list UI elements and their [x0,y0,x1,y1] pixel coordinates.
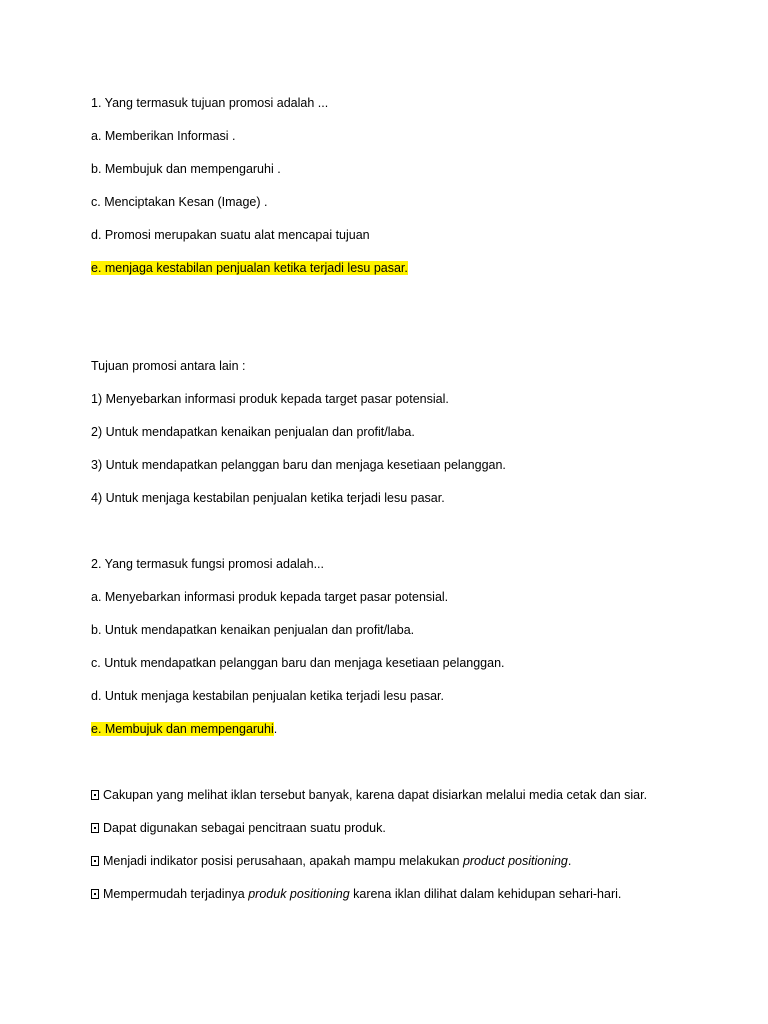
bullet-glyph-icon [91,889,99,899]
bullet-glyph-icon [91,790,99,800]
bullet-item-1 [91,787,647,803]
tujuan-item-2: 2) Untuk mendapatkan kenaikan penjualan dan profit/laba. [91,425,415,439]
bullet-text-1: Cakupan yang melihat iklan tersebut banyak, karena dapat disiarkan melalui media cetak dan siar. [103,788,648,802]
tujuan-item-4: 4) Untuk menjaga kestabilan penjualan ketika terjadi lesu pasar. [91,491,445,505]
q2-option-c: c. Untuk mendapatkan pelanggan baru dan menjaga kesetiaan pelanggan. [91,656,505,670]
q2-answer-line [91,721,277,737]
bullet-item-4 [91,886,621,902]
bullet-emphasis-4: produk positioning [248,887,350,901]
q1-question: 1. Yang termasuk tujuan promosi adalah ... [91,96,329,110]
bullet-suffix-3: . [567,854,572,868]
bullet-text-2: Dapat digunakan sebagai pencitraan suatu produk. [103,821,386,835]
q2-question: 2. Yang termasuk fungsi promosi adalah... [91,557,325,571]
bullet-text-4: Mempermudah terjadinya [103,887,249,901]
q1-option-c: c. Menciptakan Kesan (Image) . [91,195,268,209]
tujuan-item-1: 1) Menyebarkan informasi produk kepada target pasar potensial. [91,392,449,406]
tujuan-heading: Tujuan promosi antara lain : [91,359,246,373]
q2-option-b: b. Untuk mendapatkan kenaikan penjualan dan profit/laba. [91,623,415,637]
q2-answer-highlight: e. Membujuk dan mempengaruhi [91,722,274,736]
bullet-emphasis-3: product positioning [462,854,568,868]
q2-option-a: a. Menyebarkan informasi produk kepada target pasar potensial. [91,590,449,604]
q1-option-b: b. Membujuk dan mempengaruhi . [91,162,281,176]
q2-answer-suffix: . [273,722,278,736]
bullet-item-3 [91,853,571,869]
bullet-item-2 [91,820,386,836]
bullet-suffix-4: karena iklan dilihat dalam kehidupan sehari-hari. [349,887,622,901]
tujuan-item-3: 3) Untuk mendapatkan pelanggan baru dan menjaga kesetiaan pelanggan. [91,458,506,472]
q2-option-d: d. Untuk menjaga kestabilan penjualan ketika terjadi lesu pasar. [91,689,444,703]
q1-answer-line [91,260,408,276]
bullet-text-3: Menjadi indikator posisi perusahaan, apakah mampu melakukan [103,854,463,868]
bullet-glyph-icon [91,856,99,866]
bullet-glyph-icon [91,823,99,833]
q1-option-d: d. Promosi merupakan suatu alat mencapai tujuan [91,228,370,242]
q1-answer-highlight: e. menjaga kestabilan penjualan ketika terjadi lesu pasar. [91,261,408,275]
q1-option-a: a. Memberikan Informasi . [91,129,236,143]
